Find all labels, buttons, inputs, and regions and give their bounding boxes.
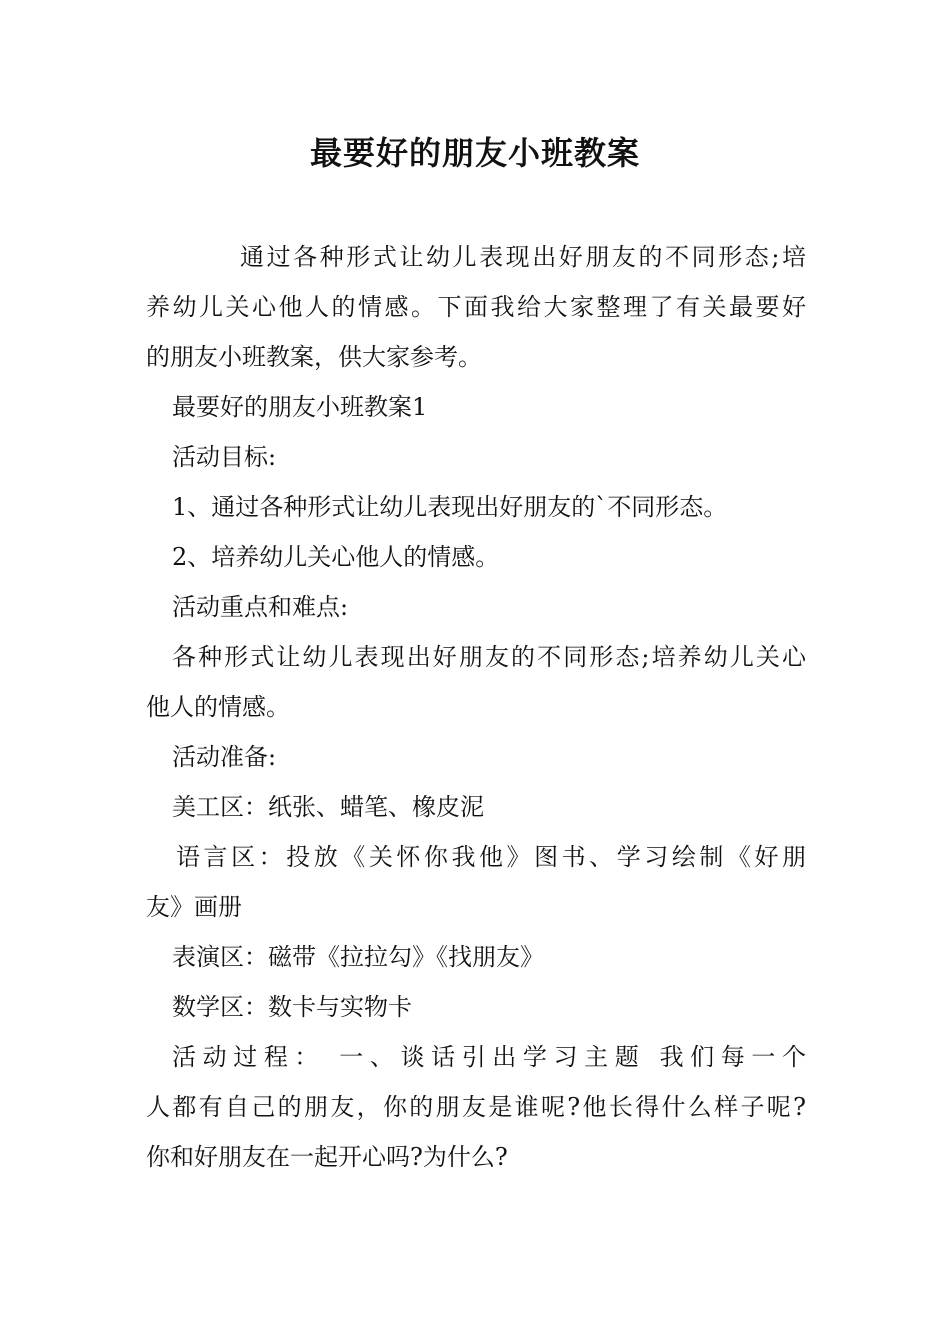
objective-item-1: 1、通过各种形式让幼儿表现出好朋友的`不同形态。 [172,493,728,521]
performance-area-item: 表演区：磁带《拉拉勾》《找朋友》 [172,943,544,971]
intro-line-1: 通过各种形式让幼儿表现出好朋友的不同形态;培 [240,243,806,271]
language-area-line-2: 友》画册 [146,893,242,921]
preparation-heading: 活动准备: [172,743,277,771]
section-heading-1: 最要好的朋友小班教案1 [172,393,428,421]
art-area-item: 美工区：纸张、蜡笔、橡皮泥 [172,793,484,821]
objectives-heading: 活动目标: [172,443,277,471]
math-area-item: 数学区：数卡与实物卡 [172,993,412,1021]
intro-line-2: 养幼儿关心他人的情感。下面我给大家整理了有关最要好 [146,293,806,321]
document-title: 最要好的朋友小班教案 [309,134,640,172]
intro-line-3: 的朋友小班教案，供大家参考。 [146,343,482,371]
process-line-3: 你和好朋友在一起开心吗?为什么? [146,1143,508,1171]
process-line-2: 人都有自己的朋友，你的朋友是谁呢?他长得什么样子呢? [146,1093,806,1121]
focus-text-line-2: 他人的情感。 [146,693,290,721]
process-line-1: 活动过程： 一、谈话引出学习主题 我们每一个 [172,1043,806,1071]
language-area-line-1: 语言区：投放《关怀你我他》图书、学习绘制《好朋 [176,843,806,871]
focus-text-line-1: 各种形式让幼儿表现出好朋友的不同形态;培养幼儿关心 [172,643,806,671]
focus-heading: 活动重点和难点: [172,593,349,621]
objective-item-2: 2、培养幼儿关心他人的情感。 [172,543,500,571]
